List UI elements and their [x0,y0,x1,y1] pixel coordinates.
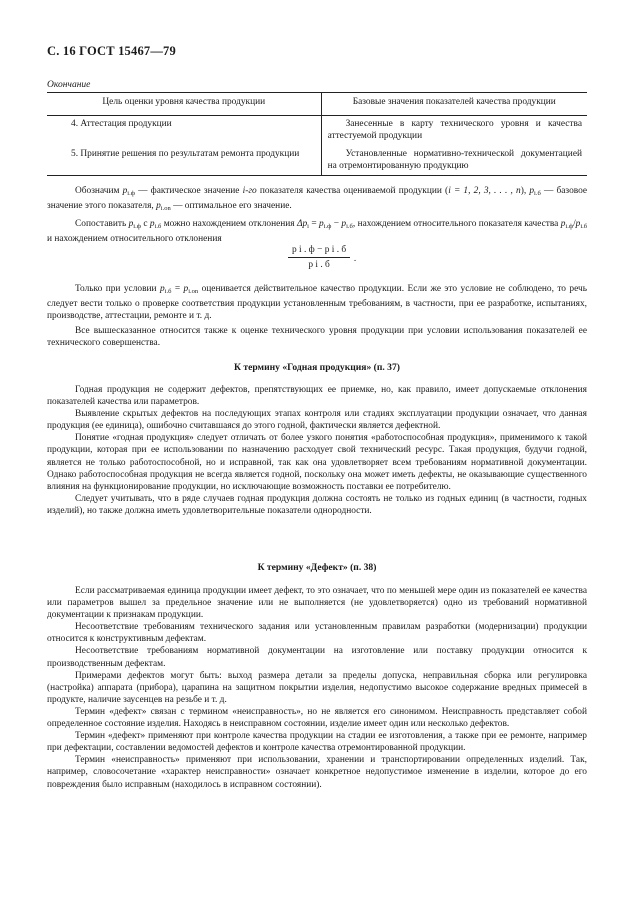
page-header: С. 16 ГОСТ 15467—79 [47,44,176,58]
table-cell-purpose [47,116,321,147]
paragraph: Примерами дефектов могут быть: выход размера детали за пределы допуска, неправильная сборка или регулировка (настройка) аппарата (прибора), царапина на защитном покрытии изделия, недопустимо высокое содержание вредных примесей в продукте, наличие заусенцев на резьбе и т. д. [47,670,587,705]
cell-text: 5. Принятие решения по результатам ремонта продукции [71,149,300,159]
quality-base-table [47,92,587,176]
section-good-products-body [47,384,587,517]
col-header-base: Базовые значения показателей качества продукции [321,93,587,116]
table-row [47,146,587,176]
paragraph: Если рассматриваемая единица продукции имеет дефект, то это означает, что по меньшей мере один из показателей ее качества или параметров вышел за предельное значение или не выполняется (не удовлетворяется) одно из требований нормативной документации к признакам продукции. [47,586,587,621]
paragraph: Выявление скрытых дефектов на последующих этапах контроля или стадиях эксплуатации продукции означает, что данная продукция (ее единица), ошибочно считавшаяся до этого годной, фактически является дефектной. [47,409,587,432]
intro-paragraph-technical-level: Все вышесказанное относится также к оценке технического уровня продукции при условии использования показателей ее технического совершенства. [47,326,587,349]
intro-paragraph-condition: Только при условии $p_{i.б} = p_{i.on}$ оценивается действительное качество продукции. Если же это условие не соблюдено, то речь следует вести только о проверке соответствия продукции установленным требованиям, в частности, при ее разработке, испытаниях, производстве, аттестации, ремонте и т. д. [47,284,588,322]
intro-paragraph-notation: Обозначим $p_{i.ф}$ — фактическое значение i-го показателя качества оцениваемой продукции (i = 1, 2, 3, . . . , n), $p_{i.б}$ — базовое значение этого показателя, $p_{i.on}$ — оптимальное его значение. [47,186,588,213]
formula-numerator: p i . ф − p i . б [288,245,350,258]
table-row [47,116,587,147]
section-defect-body [47,585,587,791]
formula-period: . [353,254,357,264]
paragraph: Несоответствие требованиям нормативной документации на изготовление или поставку продукции относится к производственным дефектам. [47,646,587,669]
table-cell-base [321,146,587,176]
cell-text: Установленные нормативно-технической документацией на отремонтированную продукцию [327,149,582,171]
paragraph: Термин «дефект» применяют при контроле качества продукции на стадии ее изготовления, а также при ее ремонте, например при дефектации, составлении ведомостей дефектов и контроле качества отремонтированной продукции. [47,731,587,754]
formula-denominator: p i . б [308,260,330,270]
section-title-good-products: К термину «Годная продукция» (п. 37) [234,362,400,373]
table-cell-base [321,116,587,147]
paragraph: Термин «неисправность» применяют при использовании, хранении и транспортировании определенных изделий. Так, например, словосочетание «характер неисправности» означает конкретное недопустимое изменение в изделии, которое до его повреждения было исправным (находилось в исправном состоянии). [47,755,587,790]
section-title-defect: К термину «Дефект» (п. 38) [257,562,377,573]
table-header-row [47,93,587,116]
intro-paragraph-compare: Сопоставить $p_{i.ф}$ с $p_{i.б}$ можно нахождением отклонения $\Delta p_i = p_{i.ф} - p_{i.б}$, нахождением относительного показателя качества $p_{i.ф}/p_{i.б}$ и нахождением относительного отклонения [47,219,588,245]
paragraph: Понятие «годная продукция» следует отличать от более узкого понятия «работоспособная продукция», применимого к такой продукции, которая при ее использовании по назначению расходует свой технический ресурс. Такая продукция, будучи годной, является не только работоспособной, но и исправной, так как она удовлетворяет всем требованиям нормативной документации. Однако работоспособная продукция не всегда является годной, поскольку она может иметь дефекты, не оказывающие существенного влияния на функционирование продукции, но исключающие возможность поставки ее потребителю. [47,433,587,492]
intro-block [47,185,587,245]
paragraph: Термин «дефект» связан с термином «неисправность», но не является его синонимом. Неисправность представляет собой определенное состояние изделия. Находясь в неисправном состоянии, изделие имеет один или несколько дефектов. [47,706,587,730]
table-caption: Окончание [47,80,91,90]
cell-text: 4. Аттестация продукции [71,119,172,129]
paragraph: Следует учитывать, что в ряде случаев годная продукция должна состоять не только из годных единиц (в частности, годных изделий), но также должна иметь удовлетворительные показатели однородности. [47,493,587,516]
intro-block-2 [47,283,587,349]
paragraph: Годная продукция не содержит дефектов, препятствующих ее приемке, но, как правило, имеет допускаемые отклонения показателей качества или параметров. [47,385,587,408]
paragraph: Несоответствие требованиям технического задания или установленным правилам разработки (модернизации) продукции относится к конструктивным дефектам. [47,622,587,645]
relative-deviation-formula [288,245,357,270]
table-cell-purpose [47,146,321,176]
cell-text: Занесенные в карту технического уровня и качества аттестуемой продукции [327,119,582,141]
col-header-purpose: Цель оценки уровня качества продукции [47,93,321,116]
